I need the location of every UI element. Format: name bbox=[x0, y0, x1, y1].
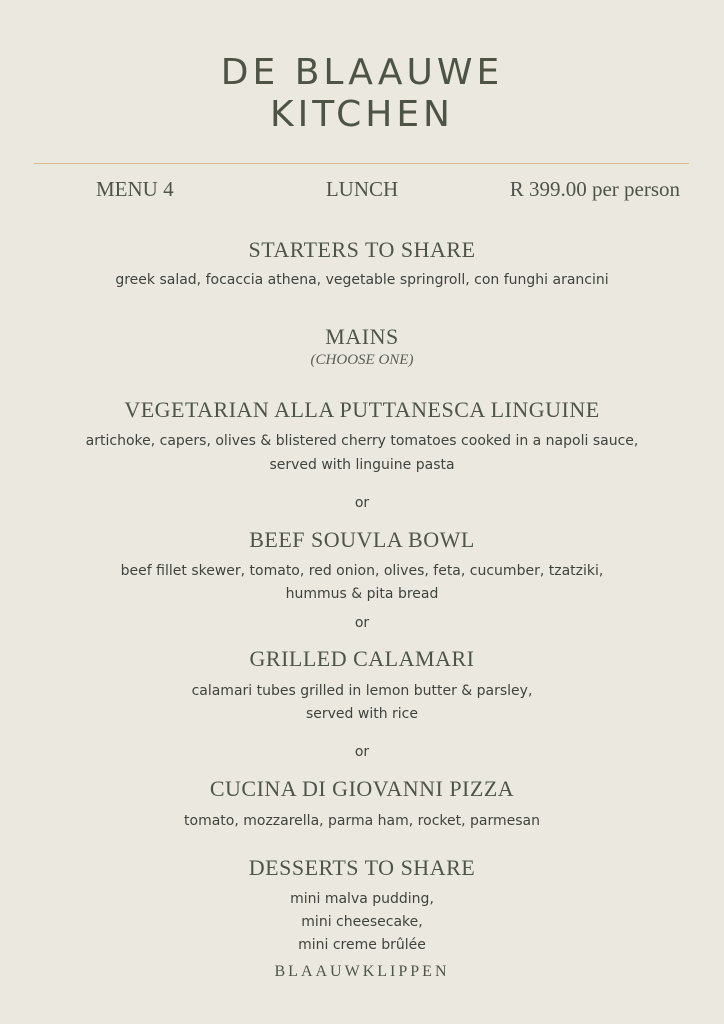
main-item-name: GRILLED CALAMARI bbox=[249, 646, 475, 671]
meal-label: LUNCH bbox=[325, 177, 399, 201]
main-item-description-line: served with linguine pasta bbox=[269, 457, 455, 473]
mains-choose-note: (CHOOSE ONE) bbox=[310, 352, 414, 368]
main-item-description-line: served with rice bbox=[305, 706, 418, 722]
starters-description: greek salad, focaccia athena, vegetable springroll, con funghi arancini bbox=[115, 272, 609, 288]
menu-number-label: MENU 4 bbox=[96, 177, 174, 201]
divider-rule bbox=[34, 163, 689, 164]
dessert-line: mini creme brûlée bbox=[298, 937, 426, 953]
or-separator: or bbox=[354, 615, 370, 631]
footer-brand: BLAAUWKLIPPEN bbox=[274, 963, 450, 980]
main-item-name: VEGETARIAN ALLA PUTTANESCA LINGUINE bbox=[124, 397, 600, 422]
dessert-line: mini cheesecake, bbox=[301, 914, 423, 930]
main-item-description-line: calamari tubes grilled in lemon butter & parsley, bbox=[191, 683, 533, 699]
restaurant-title-line-1: DE BLAAUWE bbox=[220, 52, 504, 93]
main-item-description-line: tomato, mozzarella, parma ham, rocket, parmesan bbox=[184, 813, 540, 829]
main-item-description-line: beef fillet skewer, tomato, red onion, olives, feta, cucumber, tzatziki, bbox=[120, 563, 604, 579]
mains-heading: MAINS bbox=[325, 324, 399, 349]
main-item-description-line: artichoke, capers, olives & blistered cherry tomatoes cooked in a napoli sauce, bbox=[85, 433, 639, 449]
desserts-heading: DESSERTS TO SHARE bbox=[248, 855, 476, 880]
main-item-name: BEEF SOUVLA BOWL bbox=[249, 527, 475, 552]
restaurant-title-line-2: KITCHEN bbox=[270, 94, 454, 135]
dessert-line: mini malva pudding, bbox=[290, 891, 434, 907]
starters-heading: STARTERS TO SHARE bbox=[248, 237, 476, 262]
or-separator: or bbox=[354, 495, 370, 511]
main-item-description-line: hummus & pita bread bbox=[285, 586, 439, 602]
or-separator: or bbox=[354, 744, 370, 760]
price-label: R 399.00 per person bbox=[509, 177, 680, 201]
main-item-name: CUCINA DI GIOVANNI PIZZA bbox=[209, 776, 515, 801]
